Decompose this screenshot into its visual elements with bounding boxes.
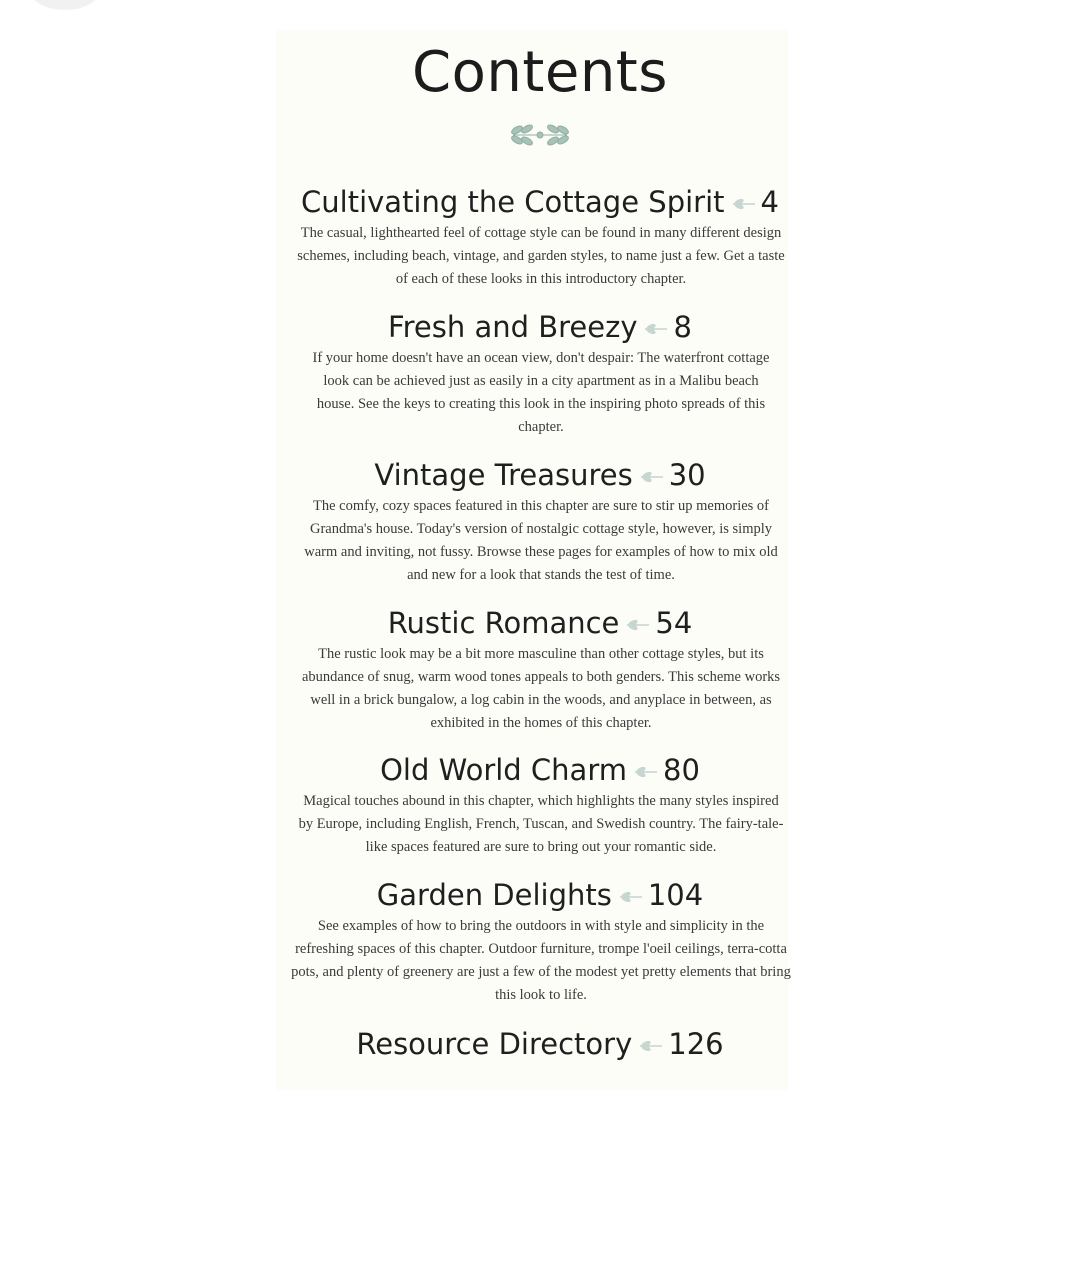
chapter-title: Cultivating the Cottage Spirit — [301, 185, 725, 219]
toc-entry-heading — [300, 309, 780, 345]
chapter-description: The casual, lighthearted feel of cottage style can be found in many different design schemes, including beach, vintage, and garden styles, to name just a few. Get a taste of each of these looks in this introductory chapter. — [297, 225, 785, 287]
toc-entry — [290, 752, 790, 859]
chapter-title: Garden Delights — [376, 878, 612, 912]
page-number: 126 — [668, 1027, 724, 1061]
leaf-separator-icon — [643, 322, 669, 336]
chapter-title: Fresh and Breezy — [388, 310, 638, 344]
leaf-sprig-ornament-icon — [505, 120, 575, 150]
page-number: 8 — [673, 310, 692, 344]
leaf-separator-icon — [731, 197, 757, 211]
toc-entry-heading — [290, 752, 790, 788]
toc-entry — [285, 184, 795, 291]
toc-entry — [285, 1026, 795, 1062]
chapter-title: Resource Directory — [356, 1027, 633, 1061]
toc-entry-heading — [285, 1026, 795, 1062]
toc-entry — [285, 605, 795, 735]
toc-entry-heading — [285, 184, 795, 220]
page-number: 4 — [760, 185, 779, 219]
toc-entry — [285, 877, 795, 1007]
toc-entry-heading — [285, 877, 795, 913]
page-number: 30 — [668, 458, 706, 492]
page-number: 104 — [647, 878, 704, 912]
chapter-description: If your home doesn't have an ocean view, don't despair: The waterfront cottage look can be achieved just as easily in a city apartment as in a Malibu beach house. See the keys to creating this look in the inspiring photo spreads of this chapter. — [312, 350, 770, 435]
page-title: Contents — [412, 40, 668, 105]
toc-entry — [290, 457, 790, 587]
toc-entry-heading — [290, 457, 790, 493]
chapter-description: The comfy, cozy spaces featured in this chapter are sure to stir up memories of Grandma's house. Today's version of nostalgic cottage style, however, is simply warm and inviting, not fussy. Browse these pages for examples of how to mix old and new for a look that stands the test of time. — [304, 498, 778, 583]
chapter-title: Old World Charm — [380, 753, 627, 787]
chapter-description: Magical touches abound in this chapter, which highlights the many styles inspired by Europe, including English, French, Tuscan, and Swedish country. The fairy-tale-like spaces featured are sure to bring out your romantic side. — [298, 793, 784, 855]
leaf-separator-icon — [633, 765, 659, 779]
leaf-separator-icon — [618, 890, 644, 904]
page-number: 80 — [663, 753, 700, 787]
chapter-title: Rustic Romance — [387, 606, 620, 640]
toc-entry-heading — [285, 605, 795, 641]
chapter-description: See examples of how to bring the outdoors in with style and simplicity in the refreshing spaces of this chapter. Outdoor furniture, trompe l'oeil ceilings, terra-cotta pots, and plenty of greenery are just a few of the modest yet pretty elements that bring this look to life. — [291, 918, 791, 1003]
leaf-separator-icon — [639, 470, 665, 484]
leaf-separator-icon — [625, 618, 651, 632]
leaf-separator-icon — [638, 1039, 664, 1053]
page-number: 54 — [655, 606, 693, 640]
corner-shadow — [30, 0, 100, 10]
chapter-description: The rustic look may be a bit more masculine than other cottage styles, but its abundance of snug, warm wood tones appeals to both genders. This scheme works well in a brick bungalow, a log cabin in the woods, and anyplace in between, as exhibited in the homes of this chapter. — [301, 646, 781, 731]
toc-entry — [300, 309, 780, 439]
chapter-title: Vintage Treasures — [374, 458, 633, 492]
